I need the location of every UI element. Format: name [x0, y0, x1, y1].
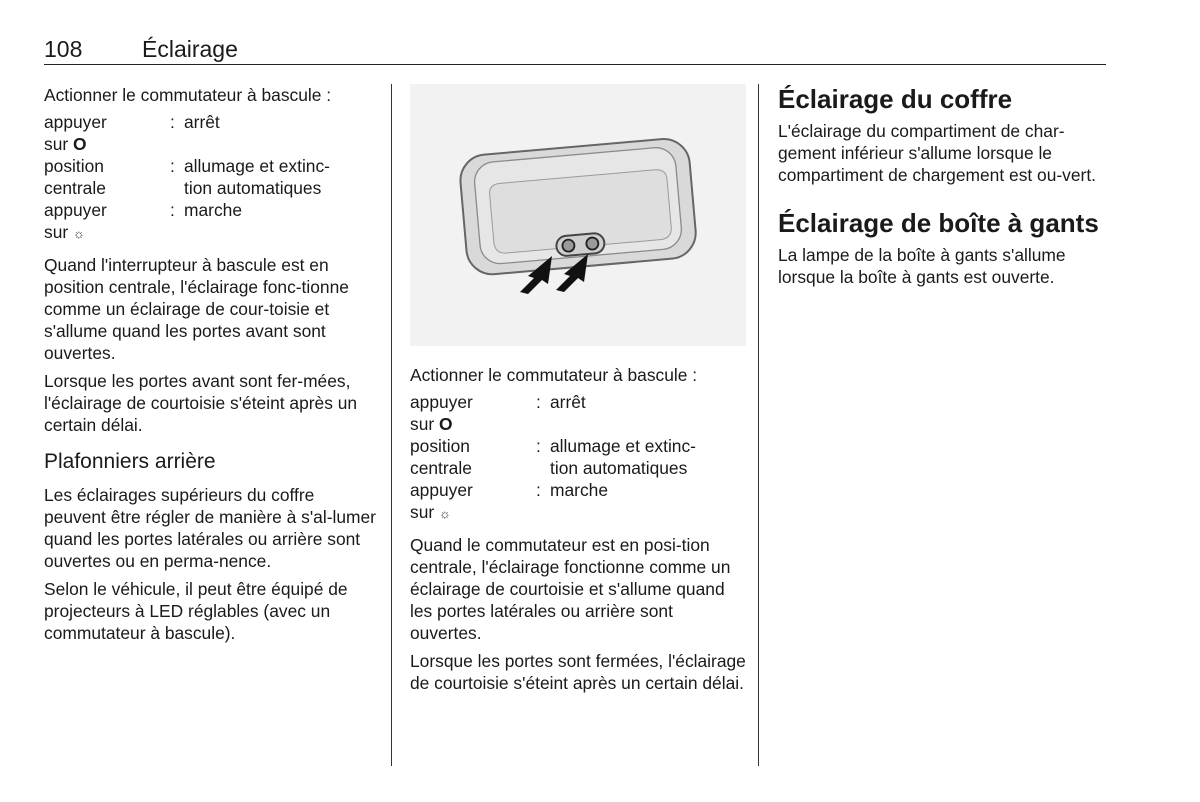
switch-positions-list [44, 111, 378, 245]
switch-intro: Actionner le commutateur à bascule : [44, 85, 332, 105]
paragraph-doors-closed: Lorsque les portes avant sont fer-mées, l'éclairage de courtoisie s'éteint après un certain délai. [44, 371, 358, 435]
switch-intro-2: Actionner le commutateur à bascule : [410, 365, 698, 385]
column-left [44, 84, 378, 650]
switch-positions-list-2 [410, 391, 746, 525]
paragraph-center-position-2: Quand le commutateur est en posi-tion centrale, l'éclairage fonctionne comme un éclairage de courtoisie et s'allume quand les portes latérales ou arrière sont ouvertes. [410, 535, 731, 643]
heading-glovebox-lighting: Éclairage de boîte à gants [778, 208, 1099, 238]
switch-row-center: position : allumage et extinc- [410, 436, 696, 456]
switch-row-on: appuyer : marche [44, 200, 242, 220]
paragraph-led-projectors: Selon le véhicule, il peut être équipé de projecteurs à LED réglables (avec un commutateur à bascule). [44, 579, 348, 643]
paragraph-center-position: Quand l'interrupteur à bascule est en position centrale, l'éclairage fonc-tionne comme un éclairage de cour-toisie et s'allume quand les portes avant sont ouvertes. [44, 255, 349, 363]
paragraph-glovebox-lighting: La lampe de la boîte à gants s'allume lorsque la boîte à gants est ouverte. [778, 245, 1066, 287]
switch-row-center-cont: centrale tion automatiques [44, 178, 322, 198]
switch-row-on-cont: sur ☼ [410, 502, 451, 522]
column-divider-right [758, 84, 759, 766]
paragraph-doors-closed-2: Lorsque les portes sont fermées, l'éclairage de courtoisie s'éteint après un certain délai. [410, 651, 746, 693]
rocker-switch-illustration [410, 84, 746, 346]
heading-rear-ceiling-lights: Plafonniers arrière [44, 450, 216, 473]
rocker-switch-lamp-icon [410, 84, 746, 346]
switch-row-center-cont: centrale tion automatiques [410, 458, 688, 478]
switch-row-center: position : allumage et extinc- [44, 156, 330, 176]
page-title: Éclairage [142, 36, 238, 62]
switch-row-off: appuyer : arrêt [410, 392, 586, 412]
switch-row-on: appuyer : marche [410, 480, 608, 500]
off-icon: O [439, 414, 453, 434]
column-right [778, 84, 1112, 294]
lamp-icon: ☼ [73, 226, 85, 241]
switch-row-off: appuyer : arrêt [44, 112, 220, 132]
off-icon: O [73, 134, 87, 154]
heading-trunk-lighting: Éclairage du coffre [778, 84, 1013, 114]
switch-row-on-cont: sur ☼ [44, 222, 85, 242]
switch-row-off-cont: sur O [44, 134, 87, 154]
column-divider-left [391, 84, 392, 766]
paragraph-trunk-lighting: L'éclairage du compartiment de char-gement inférieur s'allume lorsque le compartiment de chargement est ou-vert. [778, 121, 1097, 185]
column-middle [410, 84, 746, 700]
switch-row-off-cont: sur O [410, 414, 453, 434]
page-number: 108 [44, 36, 83, 62]
lamp-icon: ☼ [439, 506, 451, 521]
paragraph-rear-lights: Les éclairages supérieurs du coffre peuvent être régler de manière à s'al-lumer quand les portes latérales ou arrière sont ouvertes ou en perma-nence. [44, 485, 376, 571]
page-header [44, 34, 1106, 65]
